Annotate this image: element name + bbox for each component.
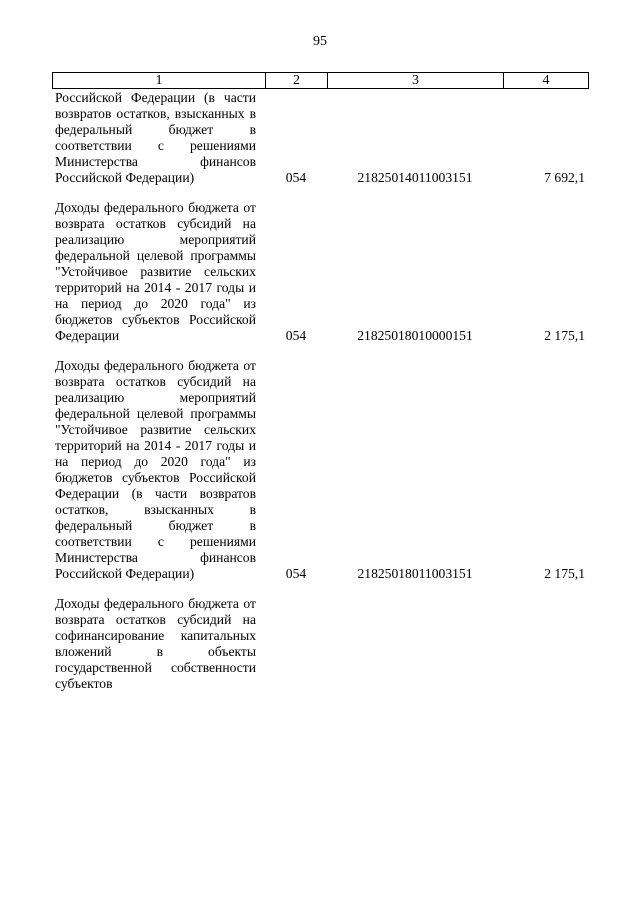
row-description: Доходы федерального бюджета от возврата остатков субсидий на софинансирование капитальных вложений в объекты государственной собственности субъектов [55,596,256,691]
row-description: Доходы федерального бюджета от возврата остатков субсидий на реализацию мероприятий федеральной целевой программы "Устойчивое развитие сельских территорий на 2014 - 2017 годы и на период до 2020 года" из бюджетов субъектов Российской Федерации (в части возвратов остатков, взысканных в федеральный бюджет в соответствии с решениями Министерства финансов Российской Федерации) [55,358,256,581]
row-amount: 2 175,1 [544,328,585,343]
column-header-row [53,73,589,89]
row-admin-code: 054 [285,328,307,343]
row-amount: 2 175,1 [544,566,585,581]
row-kbk-code: 21825018011003151 [357,566,473,581]
column-header-3: 3 [328,73,504,89]
table-row [52,596,588,692]
row-description: Российской Федерации (в части возвратов остатков, взысканных в федеральный бюджет в соответствии с решениями Министерства финансов Российской Федерации) [55,90,256,185]
row-amount: 7 692,1 [544,170,585,185]
row-admin-code: 054 [285,566,307,581]
table-body [52,90,588,706]
column-header-1: 1 [53,73,266,89]
column-header-2: 2 [266,73,328,89]
row-description: Доходы федерального бюджета от возврата остатков субсидий на реализацию мероприятий федеральной целевой программы "Устойчивое развитие сельских территорий на 2014 - 2017 годы и на период до 2020 года" из бюджетов субъектов Российской Федерации [55,200,256,343]
table-row [52,200,588,344]
row-kbk-code: 21825014011003151 [357,170,473,185]
table-row [52,358,588,582]
page-number: 95 [313,34,327,49]
column-header-4: 4 [504,73,589,89]
row-admin-code: 054 [285,170,307,185]
row-kbk-code: 21825018010000151 [357,328,473,343]
table-row [52,90,588,186]
column-header-table [52,72,589,89]
